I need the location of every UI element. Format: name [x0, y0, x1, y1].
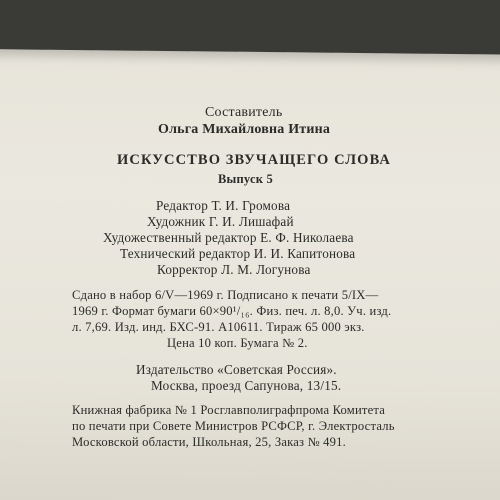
production-line-1: Сдано в набор 6/V—1969 г. Подписано к печати 5/IX— [72, 288, 379, 302]
credit-tech-editor: Технический редактор И. И. Капитонова [120, 246, 356, 261]
production-line-3: л. 7,69. Изд. инд. БХС-91. А10611. Тираж 65 000 экз. [72, 320, 365, 334]
credit-art-editor: Художественный редактор Е. Ф. Николаева [103, 230, 354, 245]
publisher-address: Москва, проезд Сапунова, 13/15. [151, 378, 342, 393]
credit-proofreader: Корректор Л. М. Логунова [157, 262, 311, 277]
printer-line-1: Книжная фабрика № 1 Росглавполиграфпрома Комитета [72, 403, 386, 417]
compiler-label: Составитель [205, 105, 283, 120]
production-line-2: 1969 г. Формат бумаги 60×90¹/₁₆. Физ. печ. л. 8,0. Уч. изд. [72, 304, 392, 318]
printer-line-3: Московской области, Школьная, 25, Заказ № 491. [72, 435, 346, 449]
book-title: ИСКУССТВО ЗВУЧАЩЕГО СЛОВА [117, 152, 391, 168]
printer-line-2: по печати при Совете Министров РСФСР, г. Электросталь [72, 419, 395, 433]
production-line-4: Цена 10 коп. Бумага № 2. [167, 336, 308, 350]
credit-editor: Редактор Т. И. Громова [156, 198, 291, 213]
issue-number: Выпуск 5 [218, 172, 273, 186]
credit-artist: Художник Г. И. Лишафай [147, 214, 294, 229]
compiler-name: Ольга Михайловна Итина [158, 122, 331, 137]
publisher-name: Издательство «Советская Россия». [136, 362, 337, 377]
